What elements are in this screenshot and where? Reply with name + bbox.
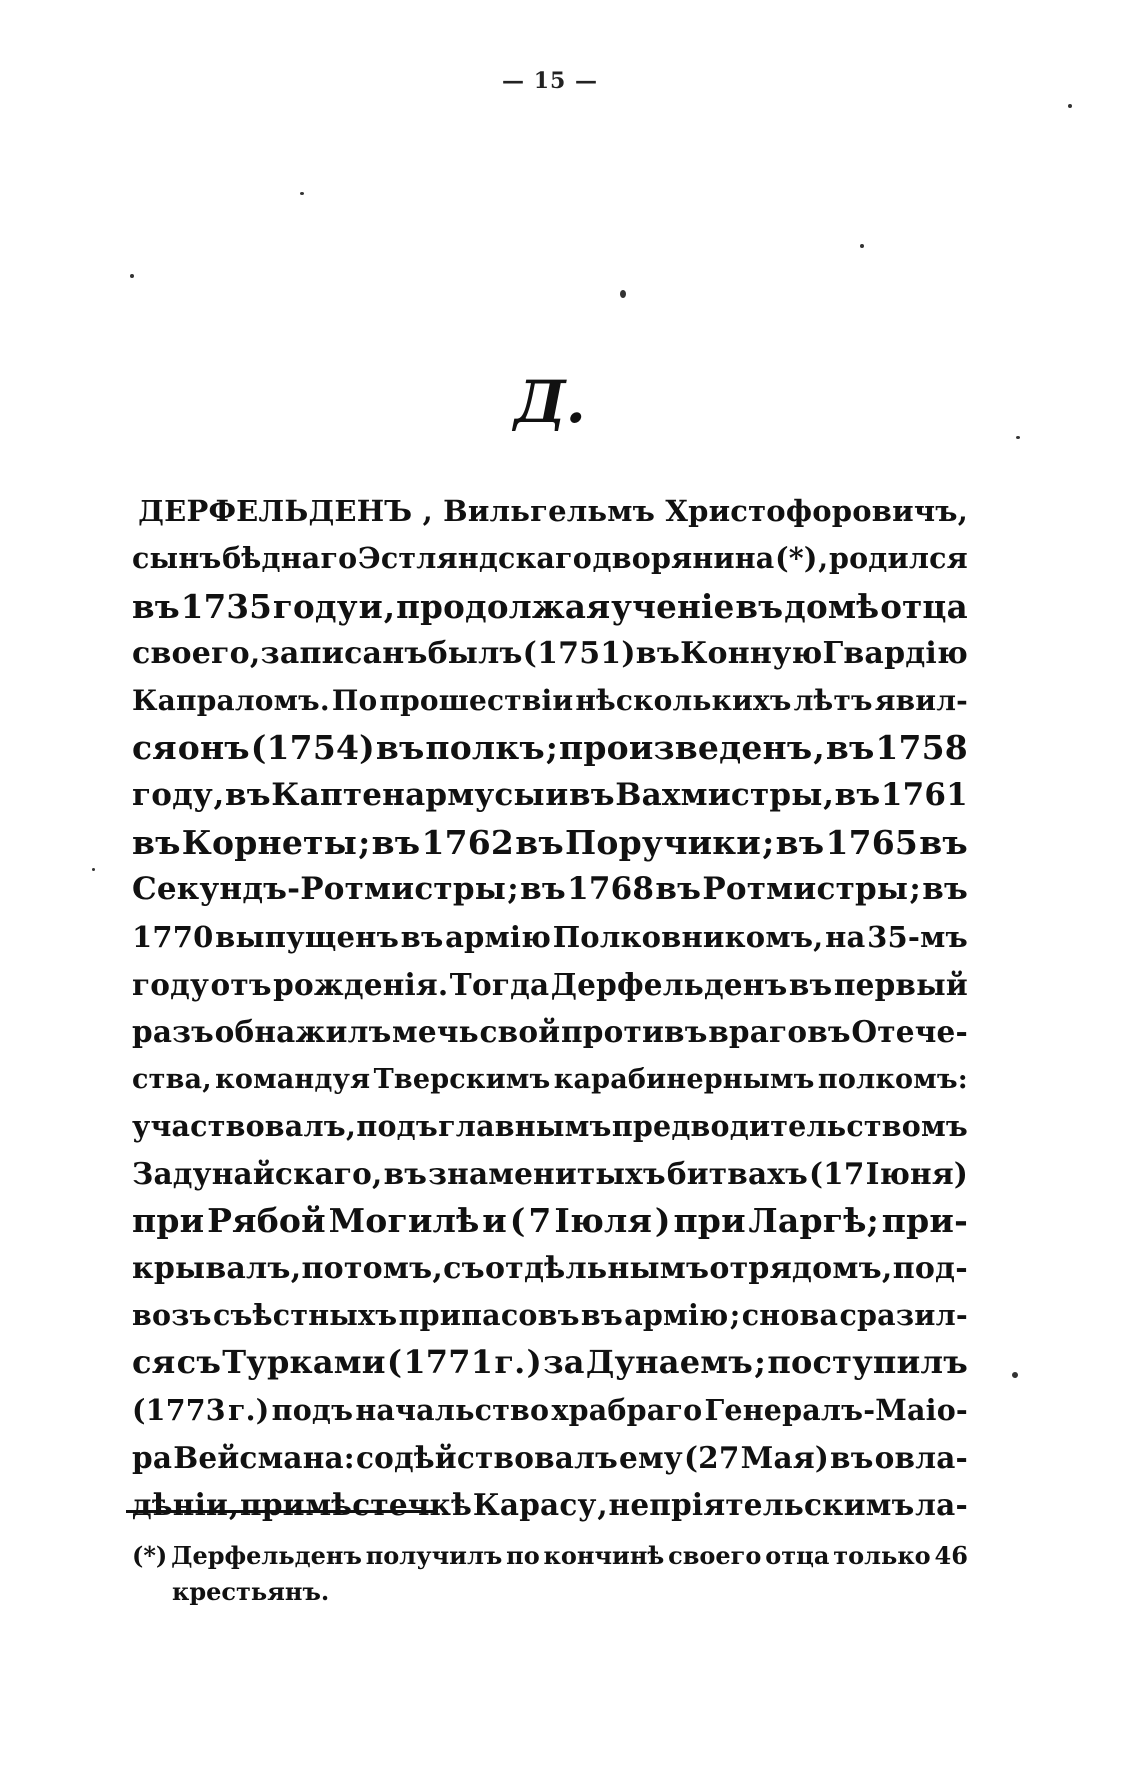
word: , [383,586,396,626]
word: въ [515,823,564,863]
word: Корнеты [181,823,357,863]
word: Дунаемъ [585,1343,754,1382]
word: при [240,1487,305,1523]
word: дворянина [592,541,775,576]
word: возъ [132,1298,212,1333]
word: содѣйствовалъ [355,1439,618,1475]
word: 1765 [825,823,919,863]
word: 1758 [875,728,968,768]
scan-speck [1012,1372,1018,1378]
text-line [132,1292,968,1339]
word: по [506,1541,540,1570]
word: Задунайскаго, [132,1156,383,1192]
word: битвахъ [666,1156,808,1192]
word: лѣтъ [793,684,873,718]
word: произведенъ [559,728,813,768]
word: въ [132,823,181,863]
word: , [818,541,829,576]
word: съ [443,1250,485,1286]
word: снова [741,1298,839,1333]
word: Тогда [449,966,550,1002]
word: родился [828,541,968,576]
word: дѣніи [132,1487,229,1523]
word: Дерфельденъ [171,1541,362,1570]
footnote-line [132,1538,968,1574]
word: поступилъ [767,1343,968,1382]
word: рожденія. [273,966,449,1002]
word: въ [834,776,881,813]
word: въ [655,871,702,908]
word: на [825,919,866,954]
word: и [482,1201,507,1241]
word: г.) [227,1392,270,1427]
text-line [132,1150,968,1197]
word: 46 [934,1541,968,1570]
word: при [673,1201,746,1241]
word: Эстляндскаго [357,541,592,576]
word: Ротмистры [702,871,909,908]
word: потомъ [301,1250,433,1286]
word: подъ [356,1108,438,1143]
word: только [833,1541,931,1570]
word: главнымъ [438,1108,612,1143]
word: Могилѣ [328,1201,480,1241]
word: ся [132,728,177,768]
scan-speck [860,244,864,248]
word: въ [830,1439,874,1475]
word: ; [909,871,922,908]
word: и [358,586,383,626]
word: отъ [210,966,272,1002]
word: ) [654,1201,671,1241]
word: (*) [775,541,818,576]
word: Карасу [472,1487,597,1523]
word: мѣстечкѣ [305,1487,473,1523]
text-line [132,1245,968,1292]
text-line [132,866,968,913]
word: ; [545,728,559,768]
word: въ [568,776,615,813]
text-line [132,1008,968,1055]
word: и [545,776,569,813]
footnote-divider [126,1510,438,1513]
word: съѣстныхъ [212,1298,398,1333]
word: полкомъ: [817,1063,968,1095]
word: ; [358,823,371,863]
word: ; [762,823,775,863]
word: , [813,728,825,768]
scan-speck [130,274,134,278]
word: Генералъ-Маіо- [704,1392,968,1427]
text-line [132,677,968,724]
text-line [132,961,968,1008]
word: предводительствомъ [611,1108,968,1143]
word: Мая) [740,1439,829,1475]
section-letter: Д. [514,368,586,436]
word: при [132,1201,205,1241]
word: овла- [874,1439,968,1475]
word: Полковникомъ, [552,919,824,954]
word: Іюля [554,1201,653,1241]
word: командуя [215,1063,371,1095]
scan-speck [300,192,304,195]
word: (1773 [132,1392,226,1427]
word: , [432,1250,444,1286]
word: ла- [915,1487,968,1523]
word: крывалъ [132,1250,291,1286]
text-line [132,914,968,961]
word: Конную [680,635,823,671]
word: въ [919,823,968,863]
word: первый [833,966,968,1002]
word: Отече- [851,1014,968,1050]
word: своего [668,1541,762,1570]
word: въ [400,919,444,954]
word: въ [383,1156,428,1192]
word: 1771 [403,1343,494,1382]
word: ; [729,1298,741,1333]
word: , [213,776,225,813]
word: сразил- [839,1298,968,1333]
word: храбраго [551,1392,703,1427]
text-line [132,1387,968,1434]
text-line [132,724,968,771]
word: Турками [222,1343,386,1382]
word: въ [580,1298,623,1333]
word: явил- [874,684,968,718]
word: году [132,966,210,1002]
word: въ [922,871,968,908]
scan-speck [92,868,95,871]
text-line [132,1056,968,1103]
word: 1768 [567,871,655,908]
word: мечь [392,1014,479,1050]
word: ся [132,1343,176,1382]
text-line [132,583,968,630]
word: Іюня) [865,1156,968,1192]
word: , [346,1108,357,1143]
word: съ [176,1343,222,1382]
word: враговъ [708,1014,851,1050]
word: разъ [132,1014,214,1050]
word: , [249,635,261,671]
word: былъ [427,635,523,671]
word: продолжая [396,586,611,626]
word: въ [635,635,681,671]
word: 7 [528,1201,552,1241]
word: 35-мъ [867,919,968,954]
word: Вахмистры [615,776,823,813]
word: знаменитыхъ [428,1156,666,1192]
word: получилъ [365,1541,503,1570]
word: Тверскимъ [373,1063,551,1095]
text-line [132,630,968,677]
text-line [132,1339,968,1386]
word: отца [765,1541,830,1570]
word: въ [735,586,784,626]
word: 1762 [421,823,515,863]
text-line [132,1434,968,1481]
word: подъ [271,1392,354,1427]
word: въ [132,586,180,626]
word: году [272,586,358,626]
text-line [132,1103,968,1150]
word: ства, [132,1063,212,1095]
word: под- [892,1250,968,1286]
text-line-content: ДЕРФЕЛЬДЕНЪ , Вильгельмъ Христофоровичъ, [138,494,968,528]
word: году [132,776,213,813]
footnote-line: крестьянъ. [172,1577,330,1606]
text-line [132,819,968,866]
word: въ [788,966,833,1002]
word: Поручики [565,823,761,863]
word: ученіе [611,586,735,626]
word: Рябой [207,1201,326,1241]
word: при- [881,1201,968,1241]
word: бѣднаго [222,541,358,576]
word: Вейсмана: [173,1439,355,1475]
word: (1751) [522,635,636,671]
word: Капраломъ. [132,684,330,718]
word: , [228,1487,240,1523]
word: отрядомъ [709,1250,882,1286]
word: отдѣльнымъ [484,1250,710,1286]
word: армію [624,1298,729,1333]
scan-speck [620,290,626,298]
word: прошествіи [379,684,574,718]
word: , [597,1487,608,1523]
word: (27 [683,1439,740,1475]
word: противъ [560,1014,708,1050]
text-line [132,488,968,535]
word: въ [225,776,271,813]
word: сынъ [132,541,222,576]
word: своего [132,635,250,671]
word: обнажилъ [214,1014,392,1050]
word: (*) [132,1541,168,1570]
word: 1770 [132,919,214,954]
word: припасовъ [398,1298,580,1333]
word: , [881,1250,893,1286]
word: , [290,1250,302,1286]
text-line [132,1481,968,1528]
word: ; [754,1343,767,1382]
scan-speck [1068,104,1072,108]
word: ) [526,1343,542,1382]
word: за [543,1343,585,1382]
word: записанъ [260,635,428,671]
word: Дерфельденъ [550,966,788,1002]
word: въ [520,871,566,908]
word: Каптенармусы [271,776,545,813]
word: ра [132,1439,173,1475]
word: По [331,684,378,718]
word: (17 [808,1156,865,1192]
text-line [132,535,968,582]
word: нѣсколькихъ [575,684,792,718]
word: ; [507,871,519,908]
word: Ларгѣ; [748,1201,879,1241]
word: въ [371,823,421,863]
word: 1735 [180,586,273,626]
word: начальство [355,1392,550,1427]
word: кончинѣ [543,1541,665,1570]
word: ( [509,1201,526,1241]
word: ( [386,1343,403,1382]
word: ему [619,1439,683,1475]
word: въ [825,728,875,768]
footnote [132,1538,968,1610]
word: полкъ [425,728,545,768]
word: домѣ [784,586,880,626]
word: въ [375,728,425,768]
word: г. [494,1343,526,1382]
text-line [132,1197,968,1244]
word: армію [445,919,552,954]
body-text [132,488,968,1529]
word: выпущенъ [215,919,400,954]
text-line [132,772,968,819]
word: участвовалъ [132,1108,346,1143]
scan-speck [1016,436,1020,439]
word: отца [880,586,968,626]
word: 1761 [880,776,968,813]
word: онъ [177,728,250,768]
word: свой [479,1014,561,1050]
word: карабинернымъ [553,1063,815,1095]
word: въ [775,823,825,863]
word: , [823,776,835,813]
page-number: — 15 — [502,68,598,94]
word: Секундъ-Ротмистры [132,871,506,908]
word: (1754) [250,728,375,768]
word: Гвардію [822,635,968,671]
word: непріятельскимъ [608,1487,915,1523]
